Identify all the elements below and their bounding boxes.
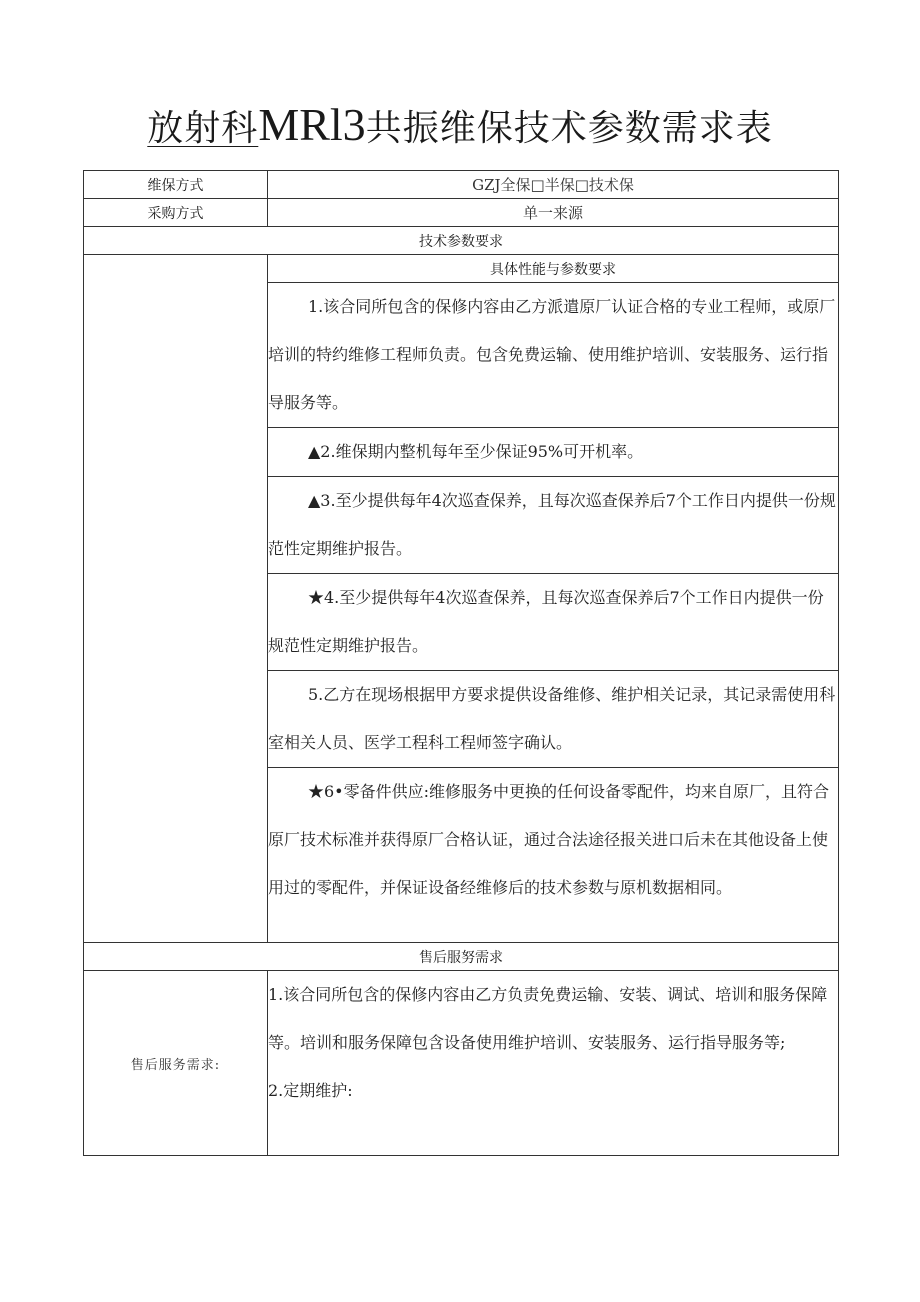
tech-sub-header: 具体性能与参数要求 <box>268 255 839 283</box>
purchase-mode-row <box>84 199 839 227</box>
tech-item-3: ▲3.至少提供每年4次巡查保养，且每次巡查保养后7个工作日内提供一份规范性定期维护报告。 <box>268 477 839 574</box>
tech-section-header-row <box>84 227 839 255</box>
tech-item-2: ▲2.维保期内整机每年至少保证95%可开机率。 <box>268 428 839 477</box>
after-sales-content <box>268 971 839 1156</box>
maintenance-mode-value: GZJ全保□半保□技术保 <box>268 171 839 199</box>
after-sales-header-row <box>84 943 839 971</box>
maintenance-mode-row <box>84 171 839 199</box>
tech-item-1: 1.该合同所包含的保修内容由乙方派遣原厂认证合格的专业工程师，或原厂培训的特约维修工程师负责。包含免费运输、使用维护培训、安装服务、运行指导服务等。 <box>268 283 839 428</box>
tech-side-blank-cell <box>84 255 268 943</box>
maintenance-mode-label: 维保方式 <box>84 171 268 199</box>
after-sales-item-1: 1.该合同所包含的保修内容由乙方负责免费运输、安装、调试、培训和服务保障等。培训和服务保障包含设备使用维护培训、安装服务、运行指导服务等; <box>268 985 828 1052</box>
title-part-dept: 放射科 <box>147 108 259 149</box>
tech-section-header: 技术参数要求 <box>84 227 839 255</box>
tech-item-5: 5.乙方在现场根据甲方要求提供设备维修、维护相关记录，其记录需使用科室相关人员、医学工程科工程师签字确认。 <box>268 671 839 768</box>
title-part-model: MRl3 <box>258 99 366 150</box>
after-sales-item-2: 2.定期维护: <box>268 1081 353 1100</box>
after-sales-row <box>84 971 839 1156</box>
title-part-name: 共振维保技术参数需求表 <box>365 108 773 149</box>
tech-item-4: ★4.至少提供每年4次巡查保养，且每次巡查保养后7个工作日内提供一份规范性定期维护报告。 <box>268 574 839 671</box>
tech-subheader-row <box>84 255 839 283</box>
page-title <box>0 100 920 154</box>
purchase-mode-label: 采购方式 <box>84 199 268 227</box>
tech-item-6: ★6•零备件供应:维修服务中更换的任何设备零配件，均来自原厂，且符合原厂技术标准并获得原厂合格认证，通过合法途径报关进口后未在其他设备上使用过的零配件，并保证设备经维修后的技术参数与原机数据相同。 <box>268 768 839 943</box>
after-sales-header: 售后服努需求 <box>84 943 839 971</box>
spec-table <box>83 170 839 1156</box>
after-sales-side-label: 售后服务需求: <box>84 971 268 1156</box>
purchase-mode-value: 单一来源 <box>268 199 839 227</box>
